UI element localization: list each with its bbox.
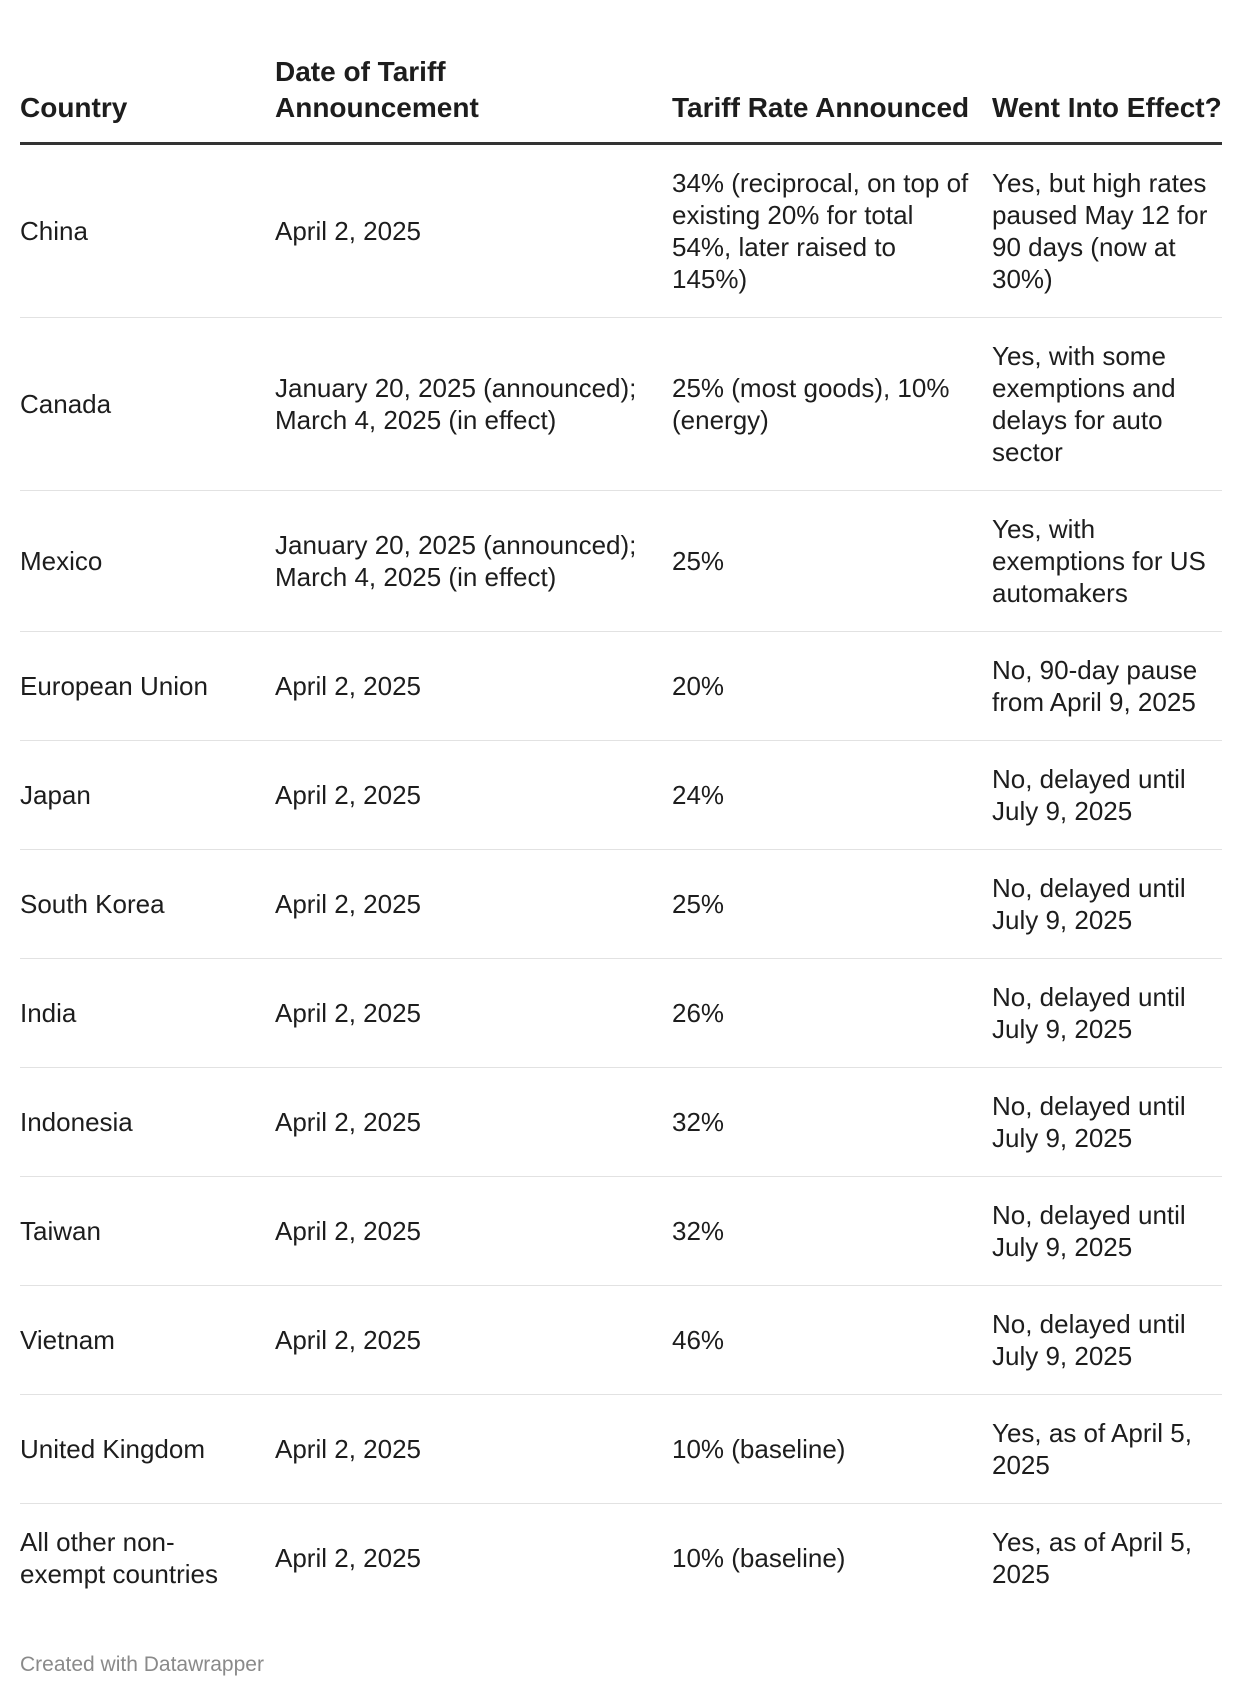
cell-tariff-rate: 25% <box>672 491 992 632</box>
cell-went-into-effect: Yes, with some exemptions and delays for auto sector <box>992 318 1222 491</box>
cell-country: Vietnam <box>20 1286 275 1395</box>
cell-went-into-effect: No, delayed until July 9, 2025 <box>992 959 1222 1068</box>
table-row <box>20 1177 1222 1286</box>
cell-tariff-rate: 34% (reciprocal, on top of existing 20% for total 54%, later raised to 145%) <box>672 144 992 318</box>
table-container <box>20 40 1222 1612</box>
cell-announcement-date: April 2, 2025 <box>275 1286 672 1395</box>
cell-tariff-rate: 25% <box>672 850 992 959</box>
cell-announcement-date: April 2, 2025 <box>275 959 672 1068</box>
cell-tariff-rate: 24% <box>672 741 992 850</box>
cell-tariff-rate: 25% (most goods), 10% (energy) <box>672 318 992 491</box>
cell-announcement-date: January 20, 2025 (announced); March 4, 2025 (in effect) <box>275 491 672 632</box>
cell-announcement-date: April 2, 2025 <box>275 632 672 741</box>
tariff-table <box>20 40 1222 1612</box>
cell-tariff-rate: 32% <box>672 1177 992 1286</box>
header-row <box>20 40 1222 144</box>
cell-went-into-effect: No, delayed until July 9, 2025 <box>992 741 1222 850</box>
cell-country: Japan <box>20 741 275 850</box>
header-announcement-date: Date of Tariff Announcement <box>275 40 672 144</box>
cell-went-into-effect: Yes, but high rates paused May 12 for 90 days (now at 30%) <box>992 144 1222 318</box>
cell-country: Taiwan <box>20 1177 275 1286</box>
table-row <box>20 632 1222 741</box>
header-tariff-rate: Tariff Rate Announced <box>672 40 992 144</box>
table-row <box>20 1504 1222 1613</box>
cell-announcement-date: April 2, 2025 <box>275 1068 672 1177</box>
cell-announcement-date: January 20, 2025 (announced); March 4, 2025 (in effect) <box>275 318 672 491</box>
cell-country: South Korea <box>20 850 275 959</box>
cell-country: United Kingdom <box>20 1395 275 1504</box>
table-row <box>20 491 1222 632</box>
table-header <box>20 40 1222 144</box>
cell-tariff-rate: 32% <box>672 1068 992 1177</box>
datawrapper-credit: Created with Datawrapper <box>20 1653 264 1676</box>
cell-announcement-date: April 2, 2025 <box>275 1395 672 1504</box>
cell-announcement-date: April 2, 2025 <box>275 144 672 318</box>
table-body <box>20 144 1222 1613</box>
cell-went-into-effect: Yes, as of April 5, 2025 <box>992 1395 1222 1504</box>
cell-announcement-date: April 2, 2025 <box>275 850 672 959</box>
table-row <box>20 741 1222 850</box>
cell-country: India <box>20 959 275 1068</box>
cell-announcement-date: April 2, 2025 <box>275 1177 672 1286</box>
cell-went-into-effect: No, delayed until July 9, 2025 <box>992 1068 1222 1177</box>
table-row <box>20 1286 1222 1395</box>
cell-went-into-effect: No, 90-day pause from April 9, 2025 <box>992 632 1222 741</box>
cell-tariff-rate: 10% (baseline) <box>672 1543 846 1573</box>
cell-country: China <box>20 144 275 318</box>
table-row <box>20 959 1222 1068</box>
cell-country: Mexico <box>20 491 275 632</box>
cell-tariff-rate: 20% <box>672 632 992 741</box>
cell-country: Canada <box>20 318 275 491</box>
cell-country: All other non-exempt countries <box>20 1527 218 1589</box>
cell-went-into-effect: No, delayed until July 9, 2025 <box>992 1286 1222 1395</box>
cell-announcement-date: April 2, 2025 <box>275 741 672 850</box>
table-row <box>20 1068 1222 1177</box>
cell-tariff-rate: 10% (baseline) <box>672 1395 992 1504</box>
cell-went-into-effect: Yes, as of April 5, 2025 <box>992 1527 1192 1589</box>
table-row <box>20 144 1222 318</box>
table-row <box>20 1395 1222 1504</box>
cell-country: Indonesia <box>20 1068 275 1177</box>
cell-tariff-rate: 46% <box>672 1286 992 1395</box>
cell-announcement-date: April 2, 2025 <box>275 1543 421 1573</box>
header-went-into-effect: Went Into Effect? <box>992 40 1222 144</box>
header-country: Country <box>20 40 275 144</box>
table-row <box>20 850 1222 959</box>
cell-went-into-effect: Yes, with exemptions for US automakers <box>992 491 1222 632</box>
cell-country: European Union <box>20 632 275 741</box>
table-row <box>20 318 1222 491</box>
cell-went-into-effect: No, delayed until July 9, 2025 <box>992 1177 1222 1286</box>
cell-went-into-effect: No, delayed until July 9, 2025 <box>992 850 1222 959</box>
cell-tariff-rate: 26% <box>672 959 992 1068</box>
